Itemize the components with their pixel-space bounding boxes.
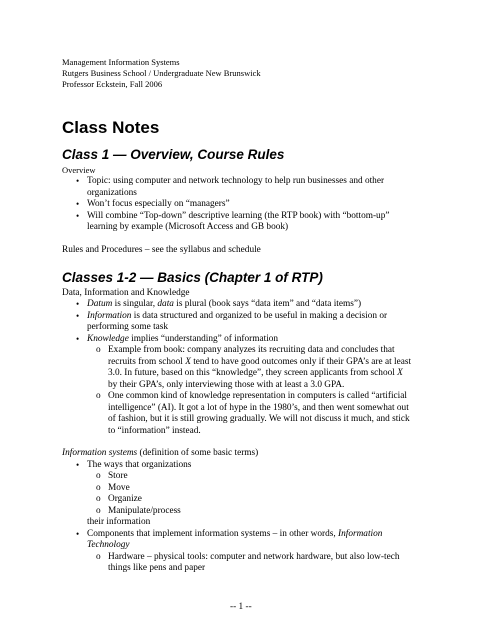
list-item bbox=[87, 299, 361, 311]
term-information-systems: Information systems bbox=[62, 448, 138, 458]
bullet-icon: • bbox=[76, 460, 80, 470]
list-item-continued bbox=[87, 540, 130, 552]
page-title: Class Notes bbox=[62, 118, 160, 137]
term-knowledge: Knowledge bbox=[87, 334, 129, 344]
bullet-icon: • bbox=[76, 299, 80, 309]
text-run: Components that implement information systems – in other words, bbox=[87, 529, 338, 539]
term-datum: Datum bbox=[87, 299, 113, 309]
sub-list-item: Example from book: company analyzes its recruiting data and concludes that bbox=[108, 345, 395, 355]
sub-list-item: Move bbox=[108, 483, 130, 493]
bullet-icon: • bbox=[76, 199, 80, 209]
text-run: is data structured and organized to be useful in making a decision or bbox=[131, 311, 388, 321]
sub-list-item-continued: intelligence” (AI). It got a lot of hype in the 1980’s, and then went somewhat out bbox=[108, 403, 409, 413]
text-run: (definition of some basic terms) bbox=[137, 448, 259, 458]
text-run: is plural (book says “data item” and “data items”) bbox=[173, 299, 362, 309]
bullet-icon: • bbox=[76, 176, 80, 186]
sub-list-item-continued: to “information” instead. bbox=[108, 426, 201, 436]
course-name: Management Information Systems bbox=[62, 57, 180, 67]
school-x: X bbox=[185, 357, 191, 367]
term-data: data bbox=[157, 299, 174, 309]
information-systems-line bbox=[62, 448, 258, 460]
text-run: implies “understanding” of information bbox=[128, 334, 279, 344]
sub-list-item-continued: of fashion, but it is still growing gradually. We will not discuss it much, and stick bbox=[108, 414, 410, 424]
term-information-technology: Information bbox=[338, 529, 383, 539]
list-item bbox=[87, 334, 278, 346]
rules-line: Rules and Procedures – see the syllabus and schedule bbox=[62, 245, 261, 255]
sub-list-item-continued: by their GPA’s, only interviewing those with at least a 3.0 GPA. bbox=[108, 380, 345, 390]
term-technology: Technology bbox=[87, 540, 130, 550]
sub-list-item-continued bbox=[108, 357, 411, 369]
sub-bullet-icon: o bbox=[96, 471, 101, 481]
text-run: recruits from school bbox=[108, 357, 186, 367]
sub-bullet-icon: o bbox=[96, 494, 101, 504]
list-item bbox=[87, 311, 387, 323]
section-subhead: Overview bbox=[62, 165, 96, 175]
list-item-continued: their information bbox=[87, 517, 151, 527]
bullet-icon: • bbox=[76, 311, 80, 321]
section-subhead: Data, Information and Knowledge bbox=[62, 288, 190, 298]
term-information: Information bbox=[87, 311, 132, 321]
sub-bullet-icon: o bbox=[96, 506, 101, 516]
list-item: Topic: using computer and network technology to help run businesses and other bbox=[87, 176, 385, 186]
list-item: Will combine “Top-down” descriptive learning (the RTP book) with “bottom-up” bbox=[87, 211, 390, 221]
sub-list-item-continued bbox=[108, 368, 403, 380]
sub-list-item-continued: things like pens and paper bbox=[108, 563, 206, 573]
bullet-icon: • bbox=[76, 334, 80, 344]
list-item-continued: performing some task bbox=[87, 322, 169, 332]
list-item-continued: learning by example (Microsoft Access and GB book) bbox=[87, 222, 289, 232]
sub-bullet-icon: o bbox=[96, 483, 101, 493]
school-name: Rutgers Business School / Undergraduate New Brunswick bbox=[62, 68, 261, 78]
sub-list-item: One common kind of knowledge representation in computers is called “artificial bbox=[108, 391, 407, 401]
list-item-continued: organizations bbox=[87, 188, 137, 198]
text-run: 3.0. In future, based on this “knowledge”, they screen applicants from school bbox=[108, 368, 398, 378]
page-number: -- 1 -- bbox=[230, 602, 252, 612]
bullet-icon: • bbox=[76, 211, 80, 221]
sub-list-item: Hardware – physical tools: computer and network hardware, but also low-tech bbox=[108, 552, 400, 562]
sub-bullet-icon: o bbox=[96, 552, 101, 562]
professor-term: Professor Eckstein, Fall 2006 bbox=[62, 79, 163, 89]
text-run: is singular, bbox=[112, 299, 158, 309]
text-run: tend to have good outcomes only if their GPA’s are at least bbox=[190, 357, 412, 367]
section-heading-class-1: Class 1 — Overview, Course Rules bbox=[62, 147, 285, 162]
bullet-icon: • bbox=[76, 529, 80, 539]
list-item: The ways that organizations bbox=[87, 460, 192, 470]
sub-list-item: Manipulate/process bbox=[108, 506, 181, 516]
school-x: X bbox=[397, 368, 403, 378]
sub-bullet-icon: o bbox=[96, 391, 101, 401]
section-heading-classes-1-2: Classes 1-2 — Basics (Chapter 1 of RTP) bbox=[62, 270, 323, 285]
sub-list-item: Store bbox=[108, 471, 128, 481]
sub-list-item: Organize bbox=[108, 494, 142, 504]
list-item bbox=[87, 529, 382, 541]
sub-bullet-icon: o bbox=[96, 345, 101, 355]
list-item: Won’t focus especially on “managers” bbox=[87, 199, 230, 209]
